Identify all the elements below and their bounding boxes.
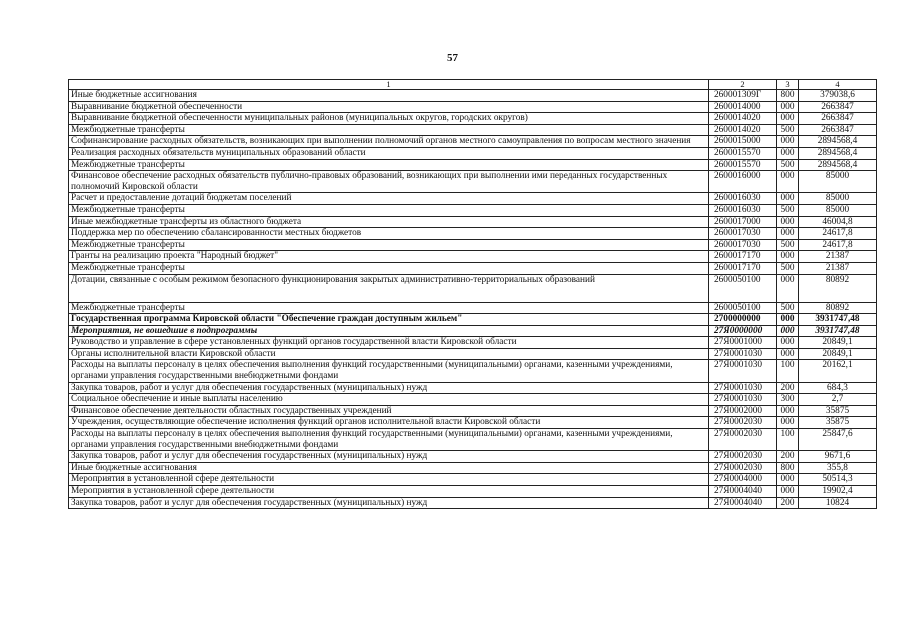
header-col-2: 2 [709, 80, 777, 90]
row-amount: 10824 [799, 497, 877, 509]
row-amount: 50514,3 [799, 474, 877, 486]
table-row [69, 136, 877, 148]
row-expense-type: 000 [777, 337, 799, 349]
row-amount: 2894568,4 [799, 136, 877, 148]
row-code: 27Я0001030 [709, 382, 777, 394]
row-expense-type: 500 [777, 302, 799, 314]
row-name: Финансовое обеспечение деятельности областных государственных учреждений [69, 405, 709, 417]
row-expense-type: 500 [777, 159, 799, 171]
row-expense-type: 000 [777, 251, 799, 263]
row-name: Закупка товаров, работ и услуг для обеспечения государственных (муниципальных) нужд [69, 382, 709, 394]
row-amount: 2894568,4 [799, 147, 877, 159]
table-row [69, 486, 877, 498]
row-name: Учреждения, осуществляющие обеспечение исполнения функций органов исполнительной власти Кировской области [69, 417, 709, 429]
row-name: Дотации, связанные с особым режимом безопасного функционирования закрытых административно-территориальных образований [69, 274, 709, 302]
row-code: 2700000000 [709, 314, 777, 326]
row-code: 27Я0001000 [709, 337, 777, 349]
row-expense-type: 000 [777, 274, 799, 302]
row-code: 27Я0001030 [709, 360, 777, 382]
row-name: Межбюджетные трансферты [69, 124, 709, 136]
row-expense-type: 300 [777, 394, 799, 406]
table-row [69, 251, 877, 263]
page-number: 57 [447, 52, 458, 64]
row-name: Расходы на выплаты персоналу в целях обеспечения выполнения функций государственными (муниципальными) органами, казенными учреждениями, органами управления государственными внебюджетными фондами [69, 360, 709, 382]
row-code: 2600014000 [709, 101, 777, 113]
table-row [69, 462, 877, 474]
row-expense-type: 500 [777, 239, 799, 251]
row-amount: 2663847 [799, 101, 877, 113]
row-amount: 9671,6 [799, 451, 877, 463]
row-code: 27Я0002000 [709, 405, 777, 417]
row-name: Мероприятия в установленной сфере деятельности [69, 474, 709, 486]
row-expense-type: 100 [777, 360, 799, 382]
row-code: 27Я0002030 [709, 429, 777, 451]
row-name: Гранты на реализацию проекта "Народный бюджет" [69, 251, 709, 263]
row-code: 2600050100 [709, 302, 777, 314]
row-code: 27Я0000000 [709, 325, 777, 337]
row-amount: 2,7 [799, 394, 877, 406]
row-code: 2600017170 [709, 262, 777, 274]
row-name: Иные межбюджетные трансферты из областного бюджета [69, 216, 709, 228]
row-name: Руководство и управление в сфере установленных функций органов государственной власти Кировской области [69, 337, 709, 349]
row-amount: 684,3 [799, 382, 877, 394]
row-amount: 24617,8 [799, 228, 877, 240]
table-row [69, 382, 877, 394]
row-expense-type: 000 [777, 101, 799, 113]
row-amount: 80892 [799, 302, 877, 314]
row-code: 2600016000 [709, 171, 777, 193]
row-name: Расчет и предоставление дотаций бюджетам поселений [69, 193, 709, 205]
row-name: Межбюджетные трансферты [69, 239, 709, 251]
table-row [69, 360, 877, 382]
row-code: 27Я0004000 [709, 474, 777, 486]
row-amount: 46004,8 [799, 216, 877, 228]
row-expense-type: 000 [777, 228, 799, 240]
row-amount: 80892 [799, 274, 877, 302]
row-code: 2600016030 [709, 204, 777, 216]
table-row [69, 216, 877, 228]
row-amount: 85000 [799, 204, 877, 216]
row-amount: 85000 [799, 171, 877, 193]
table-row [69, 337, 877, 349]
row-amount: 35875 [799, 417, 877, 429]
row-name: Закупка товаров, работ и услуг для обеспечения государственных (муниципальных) нужд [69, 451, 709, 463]
table-row [69, 314, 877, 326]
row-amount: 3931747,48 [799, 325, 877, 337]
table-row [69, 302, 877, 314]
row-name: Межбюджетные трансферты [69, 302, 709, 314]
row-amount: 21387 [799, 262, 877, 274]
row-expense-type: 000 [777, 147, 799, 159]
row-expense-type: 100 [777, 429, 799, 451]
row-amount: 3931747,48 [799, 314, 877, 326]
row-name: Реализация расходных обязательств муниципальных образований области [69, 147, 709, 159]
row-expense-type: 200 [777, 497, 799, 509]
row-name: Социальное обеспечение и иные выплаты населению [69, 394, 709, 406]
row-expense-type: 000 [777, 348, 799, 360]
row-expense-type: 000 [777, 113, 799, 125]
table-row [69, 394, 877, 406]
row-name: Межбюджетные трансферты [69, 204, 709, 216]
row-code: 260001309Г [709, 90, 777, 102]
table-row [69, 429, 877, 451]
row-expense-type: 000 [777, 405, 799, 417]
row-name: Выравнивание бюджетной обеспеченности муниципальных районов (муниципальных округов, городских округов) [69, 113, 709, 125]
table-row [69, 497, 877, 509]
row-name: Расходы на выплаты персоналу в целях обеспечения выполнения функций государственными (муниципальными) органами, казенными учреждениями, органами управления государственными внебюджетными фондами [69, 429, 709, 451]
row-amount: 20849,1 [799, 337, 877, 349]
row-amount: 2663847 [799, 124, 877, 136]
row-code: 27Я0001030 [709, 348, 777, 360]
budget-table [68, 79, 877, 509]
row-code: 2600050100 [709, 274, 777, 302]
table-row [69, 474, 877, 486]
row-code: 27Я0002030 [709, 462, 777, 474]
table-row [69, 228, 877, 240]
header-col-3: 3 [777, 80, 799, 90]
row-name: Органы исполнительной власти Кировской области [69, 348, 709, 360]
row-code: 2600014020 [709, 124, 777, 136]
row-code: 2600017030 [709, 228, 777, 240]
table-row [69, 204, 877, 216]
row-name: Межбюджетные трансферты [69, 262, 709, 274]
row-amount: 2663847 [799, 113, 877, 125]
row-amount: 24617,8 [799, 239, 877, 251]
table-row [69, 325, 877, 337]
table-row [69, 171, 877, 193]
row-code: 2600015570 [709, 159, 777, 171]
row-code: 27Я0004040 [709, 486, 777, 498]
row-code: 2600015000 [709, 136, 777, 148]
row-name: Иные бюджетные ассигнования [69, 90, 709, 102]
row-name: Мероприятия, не вошедшие в подпрограммы [69, 325, 709, 337]
table-row [69, 124, 877, 136]
row-code: 2600016030 [709, 193, 777, 205]
table-row [69, 239, 877, 251]
row-expense-type: 800 [777, 90, 799, 102]
row-amount: 2894568,4 [799, 159, 877, 171]
row-name: Выравнивание бюджетной обеспеченности [69, 101, 709, 113]
row-expense-type: 000 [777, 216, 799, 228]
row-name: Мероприятия в установленной сфере деятельности [69, 486, 709, 498]
row-expense-type: 000 [777, 325, 799, 337]
row-code: 27Я0004040 [709, 497, 777, 509]
row-expense-type: 200 [777, 382, 799, 394]
row-expense-type: 000 [777, 314, 799, 326]
table-row [69, 417, 877, 429]
table-row [69, 101, 877, 113]
row-expense-type: 800 [777, 462, 799, 474]
row-amount: 21387 [799, 251, 877, 263]
table-row [69, 90, 877, 102]
row-expense-type: 500 [777, 262, 799, 274]
row-expense-type: 000 [777, 193, 799, 205]
row-code: 27Я0002030 [709, 417, 777, 429]
table-header-row [69, 80, 877, 90]
row-code: 2600017030 [709, 239, 777, 251]
table-row [69, 113, 877, 125]
header-col-4: 4 [799, 80, 877, 90]
row-amount: 85000 [799, 193, 877, 205]
row-expense-type: 000 [777, 417, 799, 429]
table-row [69, 274, 877, 302]
row-amount: 25847,6 [799, 429, 877, 451]
row-expense-type: 000 [777, 474, 799, 486]
table-row [69, 451, 877, 463]
row-name: Финансовое обеспечение расходных обязательств публично-правовых образований, возникающих при выполнении ими переданных государственных полномочий Кировской области [69, 171, 709, 193]
row-code: 27Я0001030 [709, 394, 777, 406]
row-code: 2600017000 [709, 216, 777, 228]
row-amount: 19902,4 [799, 486, 877, 498]
row-name: Иные бюджетные ассигнования [69, 462, 709, 474]
row-expense-type: 500 [777, 204, 799, 216]
table-row [69, 159, 877, 171]
table-row [69, 348, 877, 360]
row-code: 2600015570 [709, 147, 777, 159]
header-col-1: 1 [69, 80, 709, 90]
table-row [69, 147, 877, 159]
row-amount: 355,8 [799, 462, 877, 474]
row-name: Государственная программа Кировской области "Обеспечение граждан доступным жильем" [69, 314, 709, 326]
row-code: 2600017170 [709, 251, 777, 263]
row-code: 2600014020 [709, 113, 777, 125]
row-name: Поддержка мер по обеспечению сбалансированности местных бюджетов [69, 228, 709, 240]
row-amount: 20162,1 [799, 360, 877, 382]
row-expense-type: 000 [777, 136, 799, 148]
row-expense-type: 200 [777, 451, 799, 463]
row-expense-type: 000 [777, 171, 799, 193]
row-code: 27Я0002030 [709, 451, 777, 463]
row-expense-type: 500 [777, 124, 799, 136]
row-amount: 35875 [799, 405, 877, 417]
row-amount: 20849,1 [799, 348, 877, 360]
row-amount: 379038,6 [799, 90, 877, 102]
row-name: Межбюджетные трансферты [69, 159, 709, 171]
row-name: Закупка товаров, работ и услуг для обеспечения государственных (муниципальных) нужд [69, 497, 709, 509]
table-row [69, 405, 877, 417]
table-row [69, 262, 877, 274]
row-expense-type: 000 [777, 486, 799, 498]
row-name: Софинансирование расходных обязательств, возникающих при выполнении полномочий органов местного самоуправления по вопросам местного значения [69, 136, 709, 148]
table-row [69, 193, 877, 205]
